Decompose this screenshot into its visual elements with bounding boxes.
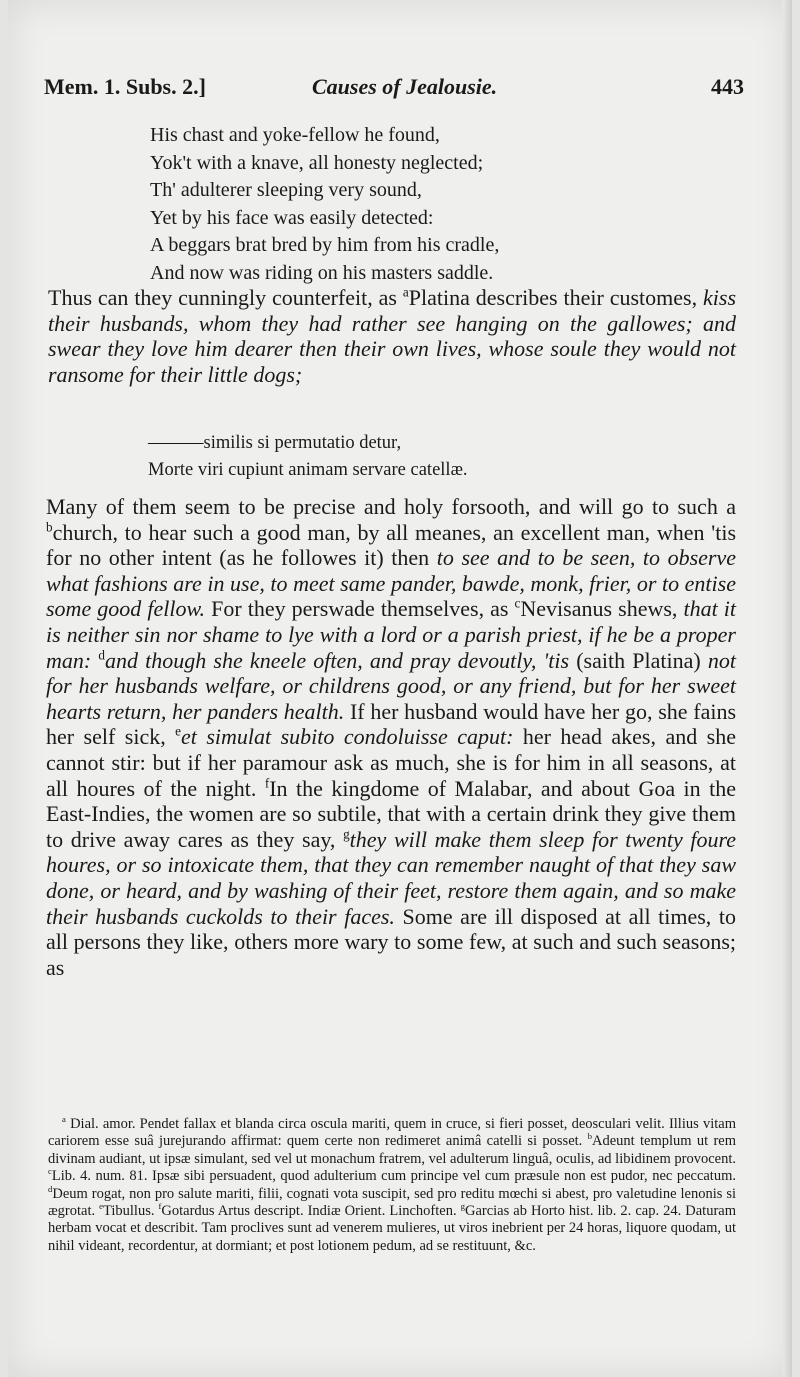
footnote-e: Tibullus. bbox=[103, 1203, 155, 1220]
text-run: her head akes, and she cannot stir: but if her paramour ask as much, she is for him in all seasons, at all houres of the night. bbox=[46, 724, 736, 801]
text-run: Platina describes their customes, bbox=[408, 285, 703, 310]
footnote-g: Garcias ab Horto hist. lib. 2. cap. 24. Daturam herbam vocat et describit. Tam proclives sunt ad venerem mulieres, ut viros inebrient per 24 horas, liquore quodam, ut nihil videant, recordentur, at dormiant; et post lotionem pedum, ad se restituunt, &c. bbox=[48, 1203, 737, 1254]
text-run: If her husband would have her go, she fains her self sick, bbox=[46, 698, 737, 750]
running-header bbox=[44, 74, 744, 108]
paragraph-platina bbox=[48, 285, 736, 387]
footnote-label: b bbox=[587, 1131, 592, 1142]
verse-line: And now was riding on his masters saddle. bbox=[150, 261, 494, 284]
verse-line: Th' adulterer sleeping very sound, bbox=[150, 179, 422, 201]
footnote-a: Dial. amor. Pendet fallax et blanda circa oscula mariti, quem in cruce, si fieri posset, deosculari velit. Illius vitam cariorem esse suâ jurejurando affirmat: quem certe non redimeret animâ catelli si posset. bbox=[48, 1116, 736, 1150]
footnote-marker[interactable]: f bbox=[264, 775, 270, 791]
verse-line: His chast and yoke-fellow he found, bbox=[150, 124, 440, 146]
footnote-marker[interactable]: a bbox=[402, 284, 409, 300]
italic-run: to see and to be seen, to observe what fashions are in use, to meet same pander, bawde, monk, frier, or to entise some good fellow. bbox=[46, 545, 736, 622]
latin-line: ———similis si permutatio detur, bbox=[148, 433, 402, 453]
verse-line: A beggars brat bred by him from his cradle, bbox=[150, 234, 500, 256]
latin-quotation bbox=[148, 430, 708, 484]
text-run: For they perswade themselves, as bbox=[205, 596, 515, 622]
footnote-label: d bbox=[48, 1183, 53, 1194]
footnote-b: Adeunt templum ut rem divinam audiant, ut ipsæ simulant, sed vel ut monachum fratrem, vel adulterum linguâ, oculis, ad libidinem provocent. bbox=[48, 1133, 737, 1167]
text-run: Nevisanus shews, bbox=[520, 596, 684, 622]
footnote-f: Gotardus Artus descript. Indiæ Orient. Linchoften. bbox=[161, 1203, 457, 1220]
italic-run: not for her husbands welfare, or childrens good, or any friend, but for her sweet hearts return, her panders health. bbox=[46, 647, 736, 724]
footnote-label: c bbox=[48, 1166, 52, 1177]
footnote-label: e bbox=[99, 1201, 104, 1212]
text-run: Thus can they cunningly counterfeit, as bbox=[48, 285, 403, 310]
italic-run: they will make them sleep for twenty foure houres, or so intoxicate them, that they can remember naught of that they saw done, or heard, and by washing of their feet, restore them again, and so make their husbands cuckolds to their faces. bbox=[46, 826, 736, 929]
italic-run: that it is neither sin nor shame to lye with a lord or a parish priest, if he be a proper man: bbox=[46, 596, 737, 673]
running-title: Causes of Jealousie. bbox=[312, 74, 498, 99]
italic-run: and though she kneele often, and pray devoutly, 'tis bbox=[104, 647, 570, 673]
footnote-marker[interactable]: e bbox=[175, 724, 182, 740]
paragraph-main bbox=[46, 494, 736, 980]
footnote-label: a bbox=[62, 1114, 66, 1125]
footnote-marker[interactable]: d bbox=[98, 647, 105, 663]
text-run: Many of them seem to be precise and holy forsooth, and will go to such a bbox=[46, 494, 736, 519]
footnote-marker[interactable]: b bbox=[46, 519, 53, 535]
footnote-marker[interactable]: g bbox=[343, 826, 350, 842]
text-run: (saith Platina) bbox=[569, 647, 708, 673]
text-run: In the kingdome of Malabar, and about Goa in the East-Indies, the women are so subtile, that with a certain drink they give them to drive away cares as they say, bbox=[46, 775, 736, 852]
section-reference: Mem. 1. Subs. 2.] bbox=[44, 74, 206, 99]
verse-line: Yok't with a knave, all honesty neglected; bbox=[150, 151, 484, 174]
footnote-c: Lib. 4. num. 81. Ipsæ sibi persuadent, quod adulterium cum principe vel cum præsule non est pudor, nec peccatum. bbox=[51, 1168, 736, 1185]
text-run: church, to hear such a good man, by all meanes, an excellent man, when 'tis for no other intent (as he followes it) then bbox=[46, 519, 736, 571]
footnote-d: Deum rogat, non pro salute mariti, filii, cognati vota suscipit, sed pro reditu mœchi si abest, pro valetudine lenonis si ægrotat. bbox=[48, 1185, 736, 1220]
footnote-label: g bbox=[460, 1201, 465, 1212]
footnotes bbox=[48, 1116, 736, 1255]
latin-line: Morte viri cupiunt animam servare catellæ. bbox=[148, 460, 468, 480]
text-run: Some are ill disposed at all times, to all persons they like, others more wary to some few, at such and such seasons; as bbox=[46, 903, 736, 980]
footnote-marker[interactable]: c bbox=[514, 596, 521, 612]
verse-block bbox=[150, 122, 710, 287]
book-page bbox=[8, 0, 792, 1377]
footnote-label: f bbox=[158, 1201, 162, 1212]
page-edge bbox=[782, 0, 792, 1377]
page-number: 443 bbox=[711, 74, 744, 99]
italic-run: et simulat subito condoluisse caput: bbox=[181, 724, 514, 750]
italic-run: kiss their husbands, whom they had rather see hanging on the gallowes; and swear they love him dearer then their own lives, whose soule they would not ransome for their little dogs; bbox=[48, 285, 736, 387]
verse-line: Yet by his face was easily detected: bbox=[150, 206, 434, 229]
